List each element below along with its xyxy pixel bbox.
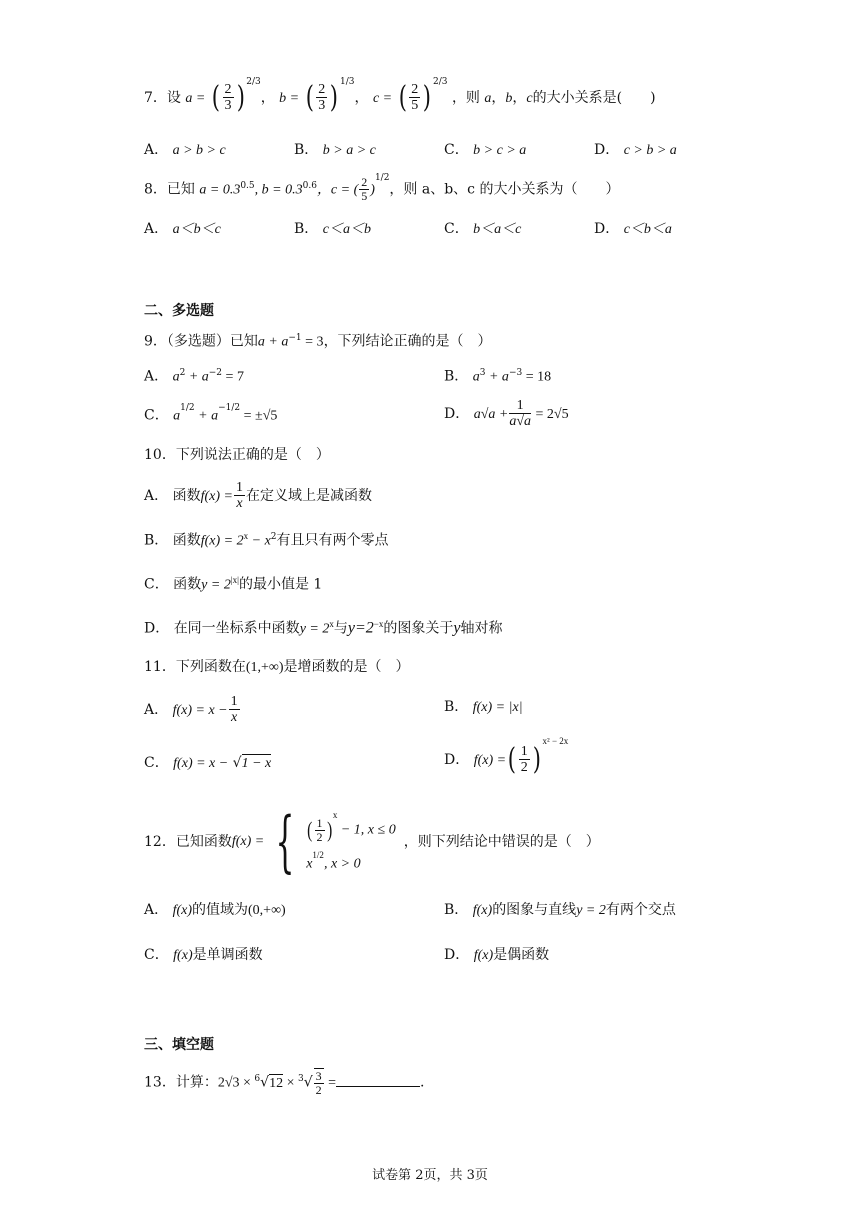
q7-option-c[interactable]: C． b > c > a xyxy=(444,142,527,158)
q8-option-d[interactable]: D． c＜b＜a xyxy=(594,221,672,237)
q7-option-b[interactable]: B． b > a > c xyxy=(294,142,376,158)
question-9: 9．（多选题）已知$a + a^{-1} = 3$，下列结论正确的是（ ） xyxy=(144,333,492,350)
q9-option-d[interactable]: D． a√a + $\frac{1}{a√a}$ = 2√5 xyxy=(444,398,569,430)
q8-option-c[interactable]: C． b＜a＜c xyxy=(444,221,522,237)
q12-piecewise-cases: ( $\frac{1}{2}$ )$^x$ − 1, x ≤ 0 $x^{1/2}$, x > 0 xyxy=(306,810,396,872)
question-8: 8．已知 $a = 0.3^{0.5}$, $b = 0.3^{0.6}$，c = ( $\frac{2}{5}$ )$^{1/2}$，则 a、b、c 的大小关系为（ ） xyxy=(144,173,620,204)
section-heading-multiple-choice: 二、多选题 xyxy=(144,303,214,319)
q11-option-d[interactable]: D． f(x) =( $\frac{1}{2}$ )$^{x^2 - 2x}$ xyxy=(444,736,569,777)
section-heading-fill-in: 三、填空题 xyxy=(144,1037,214,1053)
q9-option-b[interactable]: B． $a^3 + a^{-3} = 18$ xyxy=(444,368,552,385)
q11-option-b[interactable]: B． f(x) = |x| xyxy=(444,699,523,715)
q10-option-c[interactable]: C． 函数$y = 2^{|x|}$的最小值是 1 xyxy=(144,575,323,593)
q13-answer-blank[interactable] xyxy=(336,1085,420,1087)
q7-option-d[interactable]: D． c > b > a xyxy=(594,142,677,158)
q7-c-def: c = xyxy=(372,90,393,106)
question-10: 10．下列说法正确的是（ ） xyxy=(144,447,330,463)
q11-option-c[interactable]: C． f(x) = x − √1 − x xyxy=(144,755,272,771)
q12-option-a[interactable]: A． f(x)的值域为(0,+∞) xyxy=(144,902,286,918)
page-footer: 试卷第 2页，共 3页 xyxy=(372,1168,488,1183)
q9-option-c[interactable]: C． $a^{1/2} + a^{-1/2} = \pm√5$ xyxy=(144,403,278,424)
question-13: 13．计算：2√3 × $^6$√12 × $^3$√ $\frac{3}{2}$ = . xyxy=(144,1069,425,1098)
q7-option-a[interactable]: A． a > b > c xyxy=(144,142,226,158)
question-11: 11．下列函数在(1,+∞)是增函数的是（ ） xyxy=(144,659,410,675)
q8-option-a[interactable]: A． a＜b＜c xyxy=(144,221,221,237)
q12-option-c[interactable]: C． f(x)是单调函数 xyxy=(144,947,263,963)
q10-option-b[interactable]: B． 函数$f(x) = 2^x - x^2$有且只有两个零点 xyxy=(144,531,389,549)
q7-b-def: b = xyxy=(279,90,300,106)
q9-option-a[interactable]: A． $a^2 + a^{-2} = 7$ xyxy=(144,368,244,385)
question-12: 12．已知函数f(x) = { ( $\frac{1}{2}$ )$^x$ − 1, x ≤ 0 $x^{1/2}$, x > 0 ，则下列结论中错误的是（ ） xyxy=(144,803,600,880)
q10-option-d[interactable]: D． 在同一坐标系中函数$y = 2^x$与$y=2^{-x}$的图象关于y轴对称 xyxy=(144,619,503,637)
q8-option-b[interactable]: B． c＜a＜b xyxy=(294,221,371,237)
q10-option-a[interactable]: A． 函数f(x) = $\frac{1}{x}$ 在定义域上是减函数 xyxy=(144,480,372,512)
q7-number: 7．设 xyxy=(144,89,181,106)
q7-a-def: a = xyxy=(185,90,206,106)
q12-option-d[interactable]: D． f(x)是偶函数 xyxy=(444,947,550,963)
question-7: 7．设 a = ( $\frac{2}{3}$ ) $^{2/3}$， b = ( $\frac{2}{3}$ ) $^{1/3}$， c = ( $\frac{2}{5}$ ) $^{2/3}$ ，则 a，b，c的大小关系是( ) xyxy=(144,77,656,115)
q7-question-text: 的大小关系是( ) xyxy=(532,89,656,106)
q12-option-b[interactable]: B． f(x)的图象与直线y = 2有两个交点 xyxy=(444,902,676,918)
q11-option-a[interactable]: A． f(x) = x − $\frac{1}{x}$ xyxy=(144,694,238,726)
